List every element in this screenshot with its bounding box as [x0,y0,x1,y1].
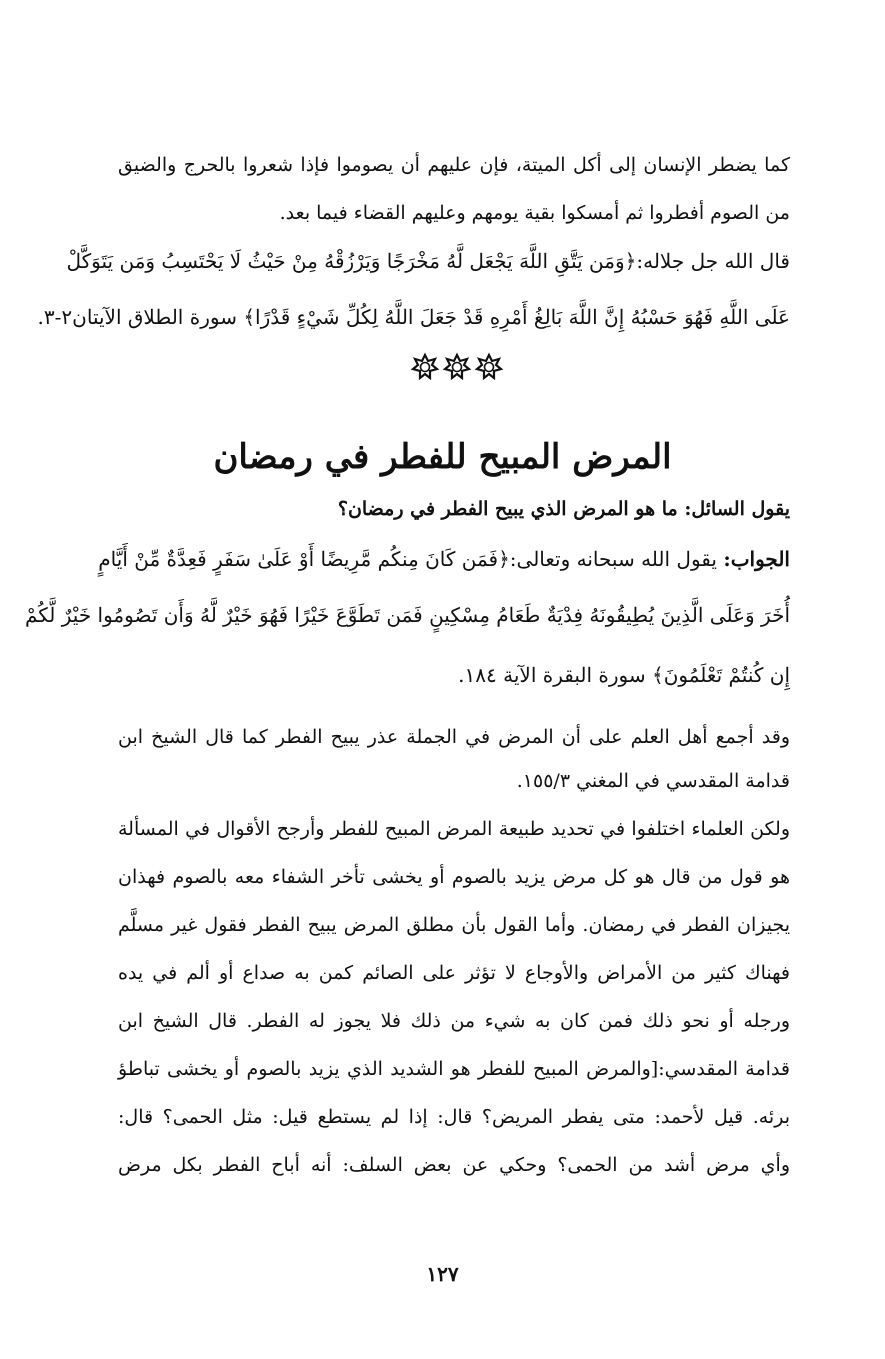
paragraph-3-line-2: هو قول من قال هو كل مرض يزيد بالصوم أو يخشى تأخر الشفاء معه بالصوم فهذان [118,866,790,888]
star-icon [444,354,470,380]
paragraph-3-line-1: ولكن العلماء اختلفوا في تحديد طبيعة المرض المبيح للفطر وأرجح الأقوال في المسألة [118,818,790,840]
answer-verse-line-3: إِن كُنتُمْ تَعْلَمُونَ﴾ [652,663,790,687]
paragraph-2-line-1: وقد أجمع أهل العلم على أن المرض في الجملة عذر يبيح الفطر كما قال الشيخ ابن [118,726,790,748]
paragraph-3-line-5: ورجله أو نحو ذلك فمن كان به شيء من ذلك فلا يجوز له الفطر. قال الشيخ ابن [118,1010,790,1032]
paragraph-2-line-2: قدامة المقدسي في المغني ١٥٥/٣. [516,770,790,792]
quote-1-intro: قال الله جل جلاله: [636,249,790,273]
answer-line-1 [98,544,790,574]
page-number: ١٢٧ [426,1262,459,1286]
quote-1-reference: سورة الطلاق الآيتان٢-٣. [37,305,237,329]
section-title: المرض المبيح للفطر في رمضان [213,437,672,477]
answer-line-3 [118,660,790,690]
answer-intro: يقول الله سبحانه وتعالى: [509,547,717,571]
paragraph-3-line-4: فهناك كثير من الأمراض والأوجاع لا تؤثر على الصائم كمن به صداع أو ألم في يده [118,962,790,984]
question-text: ما هو المرض الذي يبيح الفطر في رمضان؟ [337,498,678,520]
quote-1-verse-line-2: عَلَى اللَّهِ فَهُوَ حَسْبُهُ إِنَّ اللَّهَ بَالِغُ أَمْرِهِ قَدْ جَعَلَ اللَّهُ لِكُلِّ شَيْءٍ قَدْرًا﴾ [243,305,790,329]
quote-1-line-1 [66,246,790,276]
paragraph-3-line-8: وأي مرض أشد من الحمى؟ وحكي عن بعض السلف: أنه أباح الفطر بكل مرض [118,1154,790,1176]
paragraph-3-line-3: يجيزان الفطر في رمضان. وأما القول بأن مطلق المرض يبيح الفطر فقول غير مسلَّم [118,914,790,936]
question-label: يقول السائل: [684,498,790,520]
paragraph-1-line-2: من الصوم أفطروا ثم أمسكوا بقية يومهم وعليهم القضاء فيما بعد. [279,202,790,224]
section-ornament [412,352,502,382]
answer-reference: سورة البقرة الآية ١٨٤. [458,663,646,687]
star-icon [476,354,502,380]
paragraph-1-line-1: كما يضطر الإنسان إلى أكل الميتة، فإن عليهم أن يصوموا فإذا شعروا بالحرج والضيق [118,154,790,176]
answer-line-2: أُخَرَ وَعَلَى الَّذِينَ يُطِيقُونَهُ فِدْيَةٌ طَعَامُ مِسْكِينٍ فَمَن تَطَوَّعَ خَيْرًا فَهُوَ خَيْرٌ لَّهُ وَأَن تَصُومُوا خَيْرٌ لَّكُمْ [24,603,790,627]
star-icon [412,354,438,380]
answer-label: الجواب: [723,547,790,571]
paragraph-3-line-7: برئه. قيل لأحمد: متى يفطر المريض؟ قال: إذا لم يستطع قيل: مثل الحمى؟ قال: [118,1106,790,1128]
paragraph-3-line-6: قدامة المقدسي:[والمرض المبيح للفطر هو الشديد الذي يزيد بالصوم أو يخشى تباطؤ [118,1058,790,1080]
question-line [118,494,790,524]
quote-1-verse-line-1: ﴿وَمَن يَتَّقِ اللَّهَ يَجْعَل لَّهُ مَخْرَجًا وَيَرْزُقْهُ مِنْ حَيْثُ لَا يَحْتَسِبُ وَمَن يَتَوَكَّلْ [66,249,637,273]
answer-verse-line-1: ﴿فَمَن كَانَ مِنكُم مَّرِيضًا أَوْ عَلَىٰ سَفَرٍ فَعِدَّةٌ مِّنْ أَيَّامٍ [98,547,510,571]
quote-1-line-2 [37,302,790,332]
